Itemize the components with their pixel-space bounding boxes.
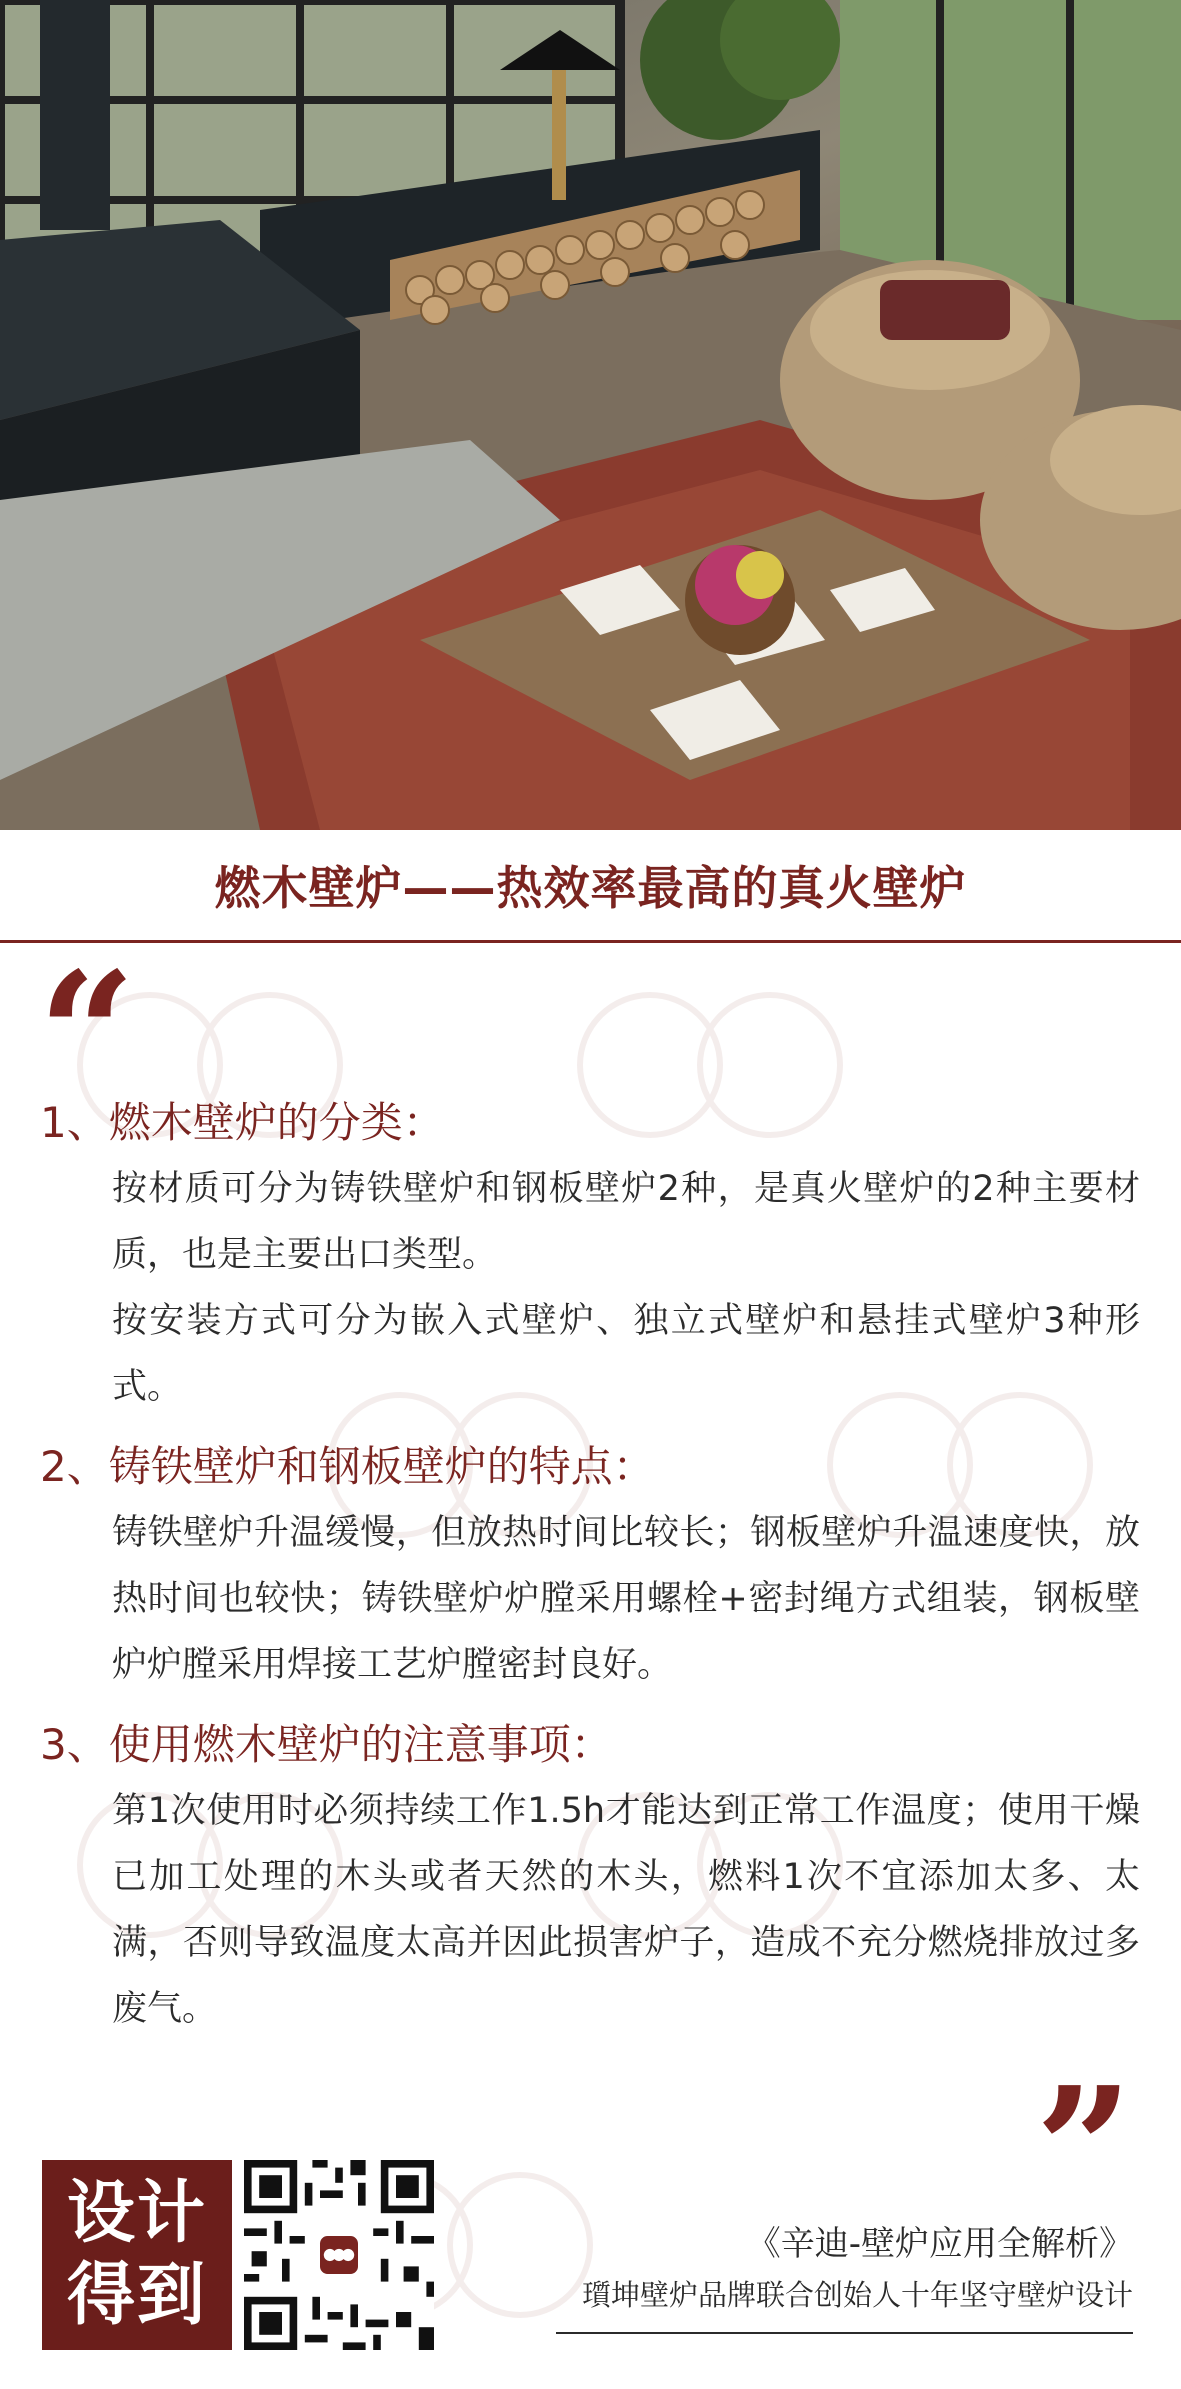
section-classification <box>40 1090 1140 1420</box>
section-precautions <box>40 1712 1140 2042</box>
close-quote-mark: ” <box>1035 2050 1133 2250</box>
title-band <box>0 830 1181 943</box>
logo-line-1: 设计 <box>66 2174 207 2253</box>
footer-credits <box>582 2218 1133 2320</box>
hero-photo <box>0 0 1181 830</box>
article-body <box>40 1090 1140 2056</box>
paragraph: 第1次使用时必须持续工作1.5h才能达到正常工作温度；使用干燥已加工处理的木头或者天然的木头，燃料1次不宜添加太多、太满，否则导致温度太高并因此损害炉子，造成不充分燃烧排放过多废气。 <box>112 1791 1140 2029</box>
section-heading: 3、使用燃木壁炉的注意事项： <box>40 1720 613 1769</box>
logo-line-2: 得到 <box>66 2256 207 2335</box>
paragraph: 铸铁壁炉升温缓慢，但放热时间比较长；钢板壁炉升温速度快，放热时间也较快；铸铁壁炉炉膛采用螺栓+密封绳方式组装，钢板壁炉炉膛采用焊接工艺炉膛密封良好。 <box>112 1513 1140 1685</box>
section-heading: 2、铸铁壁炉和钢板壁炉的特点： <box>40 1442 655 1491</box>
paragraph: 按安装方式可分为嵌入式壁炉、独立式壁炉和悬挂式壁炉3种形式。 <box>112 1301 1140 1407</box>
page-title: 燃木壁炉——热效率最高的真火壁炉 <box>214 861 967 915</box>
section-characteristics <box>40 1434 1140 1698</box>
section-heading: 1、燃木壁炉的分类： <box>40 1098 445 1147</box>
author-credit: 瓆坤壁炉品牌联合创始人十年坚守壁炉设计 <box>581 2278 1133 2312</box>
book-title: 《辛迪-壁炉应用全解析》 <box>746 2224 1133 2264</box>
paragraph: 按材质可分为铸铁壁炉和钢板壁炉2种，是真火壁炉的2种主要材质，也是主要出口类型。 <box>112 1169 1140 1275</box>
qr-code-icon[interactable] <box>244 2160 434 2350</box>
footer-divider <box>556 2332 1133 2334</box>
open-quote-mark: “ <box>38 935 136 1135</box>
brand-logo <box>42 2160 232 2350</box>
